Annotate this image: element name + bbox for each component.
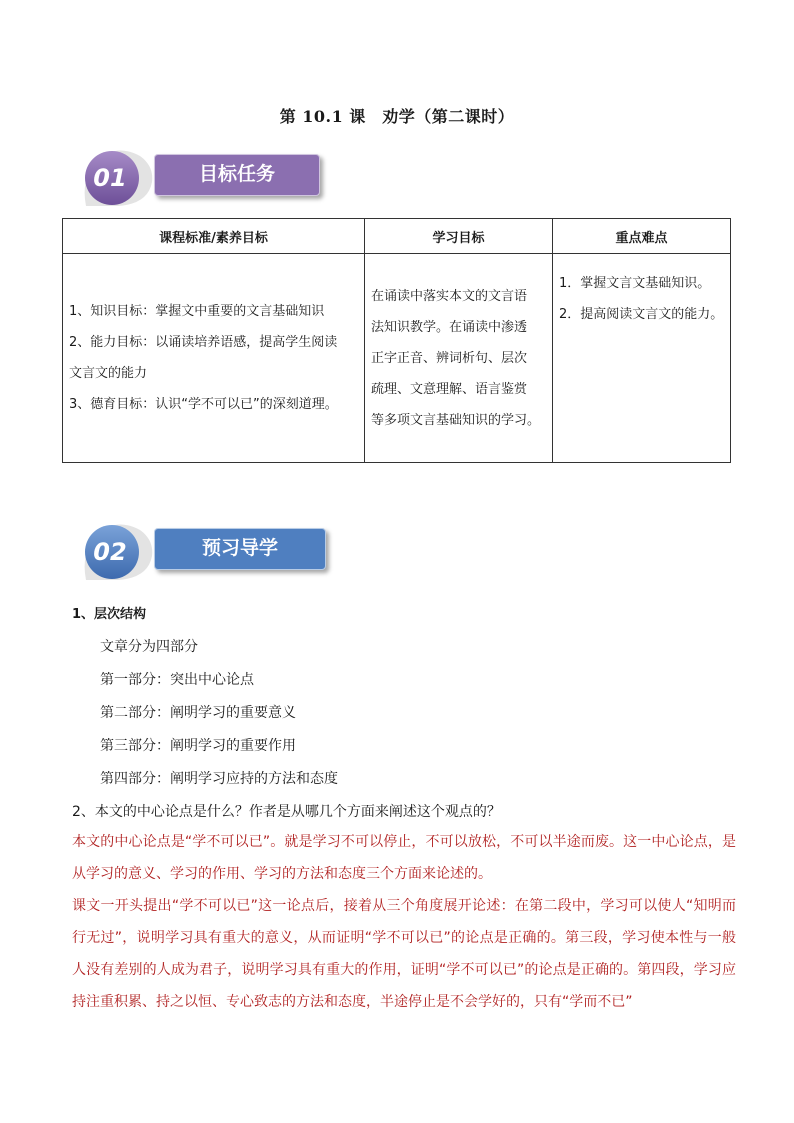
goals-table xyxy=(62,218,731,463)
cell-line: 3、德育目标：认识“学不可以已”的深刻道理。 xyxy=(69,397,338,412)
cell-line: 正字正音、辨词析句、层次 xyxy=(371,350,528,366)
cell-line: 1．掌握文言文基础知识。 xyxy=(559,276,711,291)
page-title: 第 10.1 课 劝学（第二课时） xyxy=(279,107,515,126)
question-2: 2、本文的中心论点是什么？作者是从哪几个方面来阐述这个观点的？ xyxy=(72,804,501,820)
answer-paragraph: 本文的中心论点是“学不可以已”。就是学习不可以停止，不可以放松，不可以半途而废。这一中心论点，是从学习的意义、学习的作用、学习的方法和态度三个方面来论述的。 xyxy=(72,834,736,882)
section-number: 01 xyxy=(93,164,127,192)
cell-line: 等多项文言基础知识的学习。 xyxy=(371,412,541,428)
section-label: 预习导学 xyxy=(154,528,326,570)
section-badge-01 xyxy=(78,146,318,210)
heading-structure: 1、层次结构 xyxy=(72,607,147,622)
answer-block xyxy=(72,826,736,1018)
cell-line: 文言文的能力 xyxy=(69,366,148,381)
cell-line: 2、能力目标：以诵读培养语感，提高学生阅读 xyxy=(69,335,338,350)
section-badge-02 xyxy=(78,520,318,584)
table-cell-objectives xyxy=(365,254,553,463)
answer-paragraph: 课文一开头提出“学不可以已”这一论点后，接着从三个角度展开论述：在第二段中，学习可以使人“知明而行无过”，说明学习具有重大的意义，从而证明“学不可以已”的论点是正确的。第三段，学习使本性与一般人没有差别的人成为君子，说明学习具有重大的作用，证明“学不可以已”的论点是正确的。第四段，学习应持注重积累、持之以恒、专心致志的方法和态度，半途停止是不会学好的，只有“学而不已” xyxy=(72,898,736,1010)
section-label: 目标任务 xyxy=(154,154,320,196)
table-header: 课程标准/素养目标 xyxy=(63,219,365,254)
cell-line: 法知识教学。在诵读中渗透 xyxy=(371,319,528,335)
table-row xyxy=(63,254,731,463)
structure-item: 第四部分：阐明学习应持的方法和态度 xyxy=(100,771,338,787)
section-number: 02 xyxy=(93,538,127,566)
structure-item: 第一部分：突出中心论点 xyxy=(100,672,254,688)
cell-line: 疏理、文意理解、语言鉴赏 xyxy=(371,381,528,397)
structure-item: 第二部分：阐明学习的重要意义 xyxy=(100,705,296,721)
table-header: 重点难点 xyxy=(553,219,731,254)
structure-item: 第三部分：阐明学习的重要作用 xyxy=(100,738,296,754)
structure-item: 文章分为四部分 xyxy=(100,639,198,655)
table-cell-standards xyxy=(63,254,365,463)
table-cell-keypoints xyxy=(553,254,731,463)
cell-line: 在诵读中落实本文的文言语 xyxy=(371,288,528,304)
cell-line: 1、知识目标：掌握文中重要的文言基础知识 xyxy=(69,304,325,319)
table-header-row xyxy=(63,219,731,254)
table-header: 学习目标 xyxy=(365,219,553,254)
cell-line: 2．提高阅读文言文的能力。 xyxy=(559,307,724,322)
